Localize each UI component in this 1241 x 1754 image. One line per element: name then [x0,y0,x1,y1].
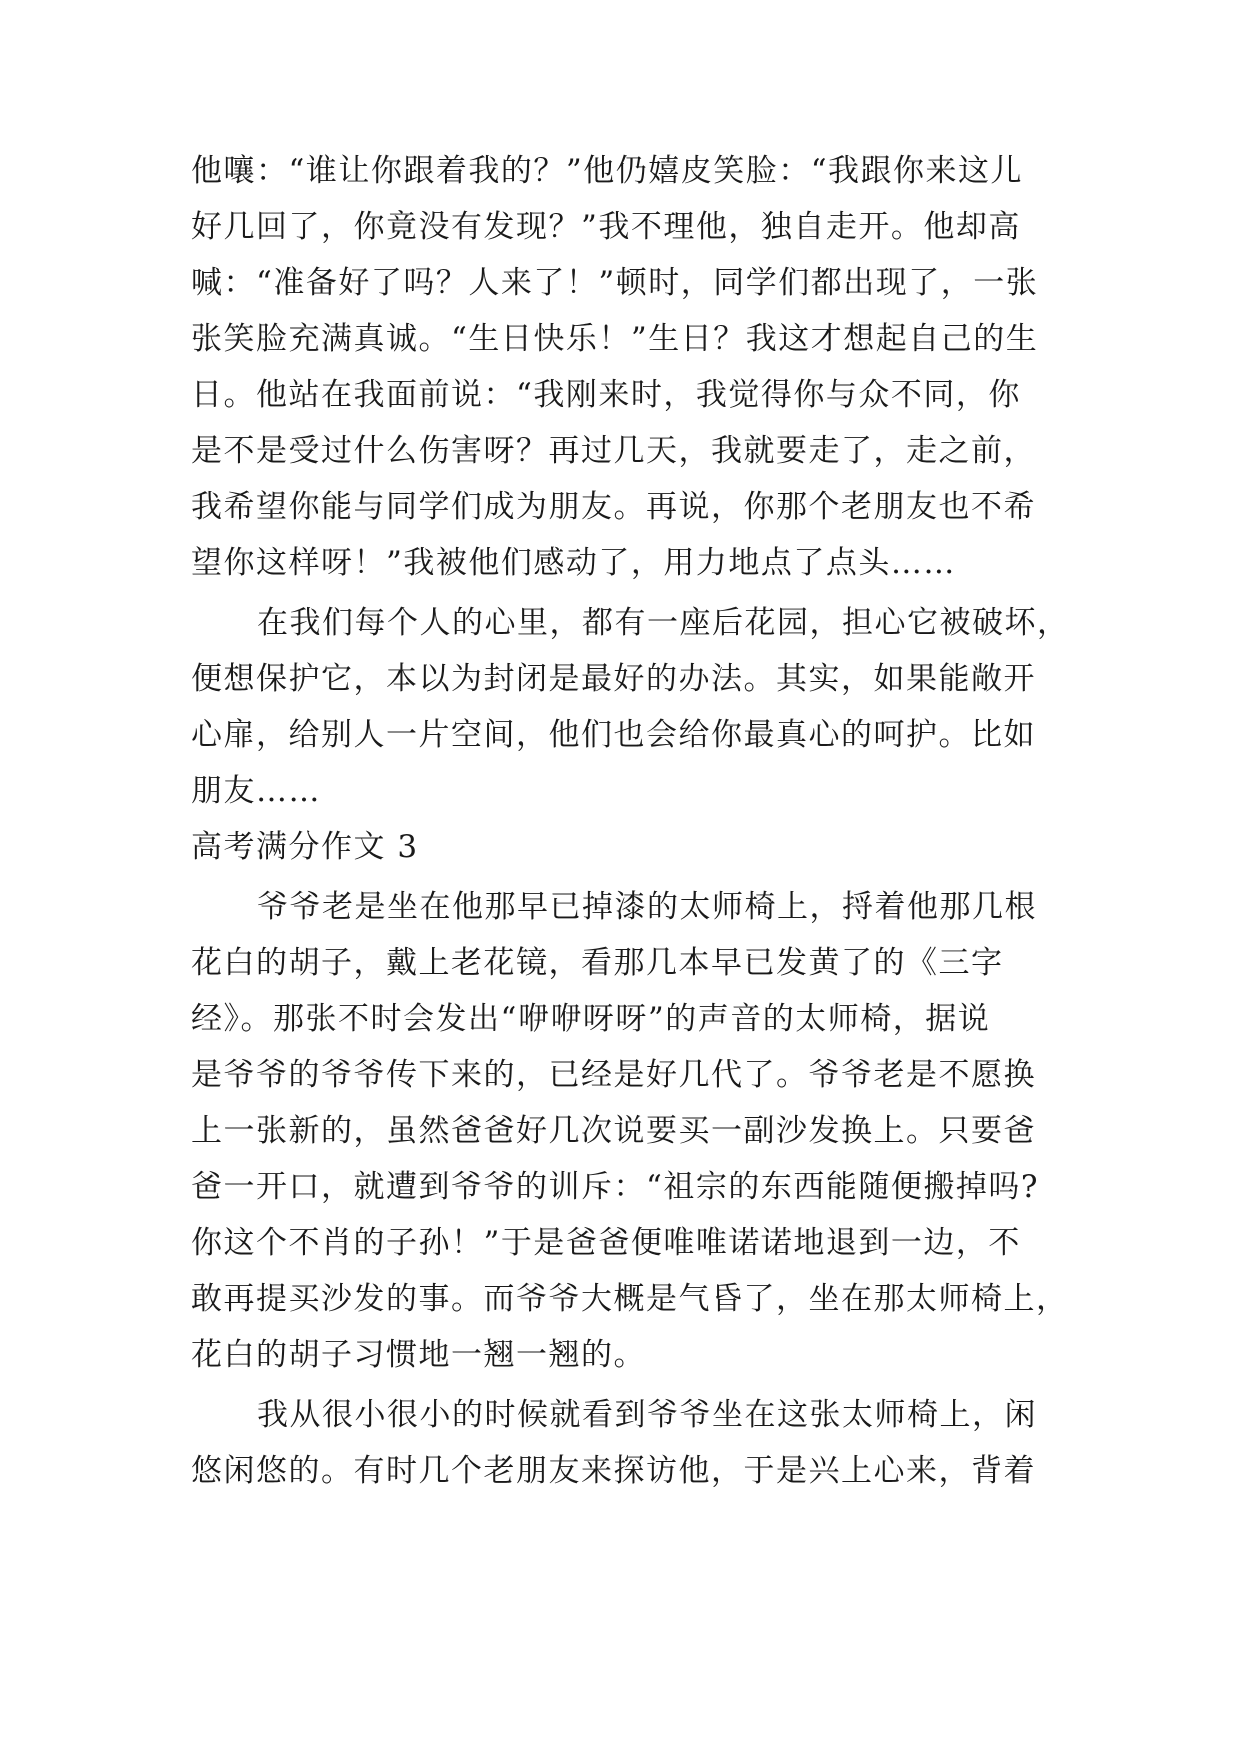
text-line: 他嚷：“谁让你跟着我的？”他仍嬉皮笑脸：“我跟你来这儿 [191,153,1024,189]
text-line: 便想保护它，本以为封闭是最好的办法。其实，如果能敞开 [191,661,1036,697]
text-line: 喊：“准备好了吗？人来了！”顿时，同学们都出现了，一张 [191,265,1039,301]
text-line: 悠闲悠的。有时几个老朋友来探访他，于是兴上心来，背着 [191,1453,1036,1489]
text-line: 是爷爷的爷爷传下来的，已经是好几代了。爷爷老是不愿换 [191,1057,1036,1093]
text-line: 我从很小很小的时候就看到爷爷坐在这张太师椅上，闲 [257,1397,1037,1433]
text-line: 心扉，给别人一片空间，他们也会给你最真心的呵护。比如 [191,717,1036,753]
text-line: 上一张新的，虽然爸爸好几次说要买一副沙发换上。只要爸 [191,1113,1036,1149]
text-line: 朋友…… [191,773,321,809]
text-line: 是不是受过什么伤害呀？再过几天，我就要走了，走之前， [191,433,1036,469]
section-heading: 高考满分作文 3 [191,829,419,865]
text-line: 花白的胡子，戴上老花镜，看那几本早已发黄了的《三字 [191,945,1004,981]
text-line: 在我们每个人的心里，都有一座后花园，担心它被破坏， [257,605,1070,641]
text-line: 张笑脸充满真诚。“生日快乐！”生日？我这才想起自己的生 [191,321,1039,357]
text-line: 花白的胡子习惯地一翘一翘的。 [191,1337,646,1373]
text-line: 爷爷老是坐在他那早已掉漆的太师椅上，捋着他那几根 [257,889,1037,925]
text-line: 你这个不肖的子孙！”于是爸爸便唯唯诺诺地退到一边，不 [191,1225,1021,1261]
text-line: 敢再提买沙发的事。而爷爷大概是气昏了，坐在那太师椅上， [191,1281,1069,1317]
text-line: 经》。那张不时会发出“咿咿呀呀”的声音的太师椅，据说 [191,1001,991,1037]
text-line: 爸一开口，就遭到爷爷的训斥：“祖宗的东西能随便搬掉吗? [191,1169,1039,1205]
text-line: 望你这样呀！”我被他们感动了，用力地点了点头…… [191,545,956,581]
text-line: 日。他站在我面前说：“我刚来时，我觉得你与众不同，你 [191,377,1021,413]
text-line: 好几回了，你竟没有发现？”我不理他，独自走开。他却高 [191,209,1021,245]
text-line: 我希望你能与同学们成为朋友。再说，你那个老朋友也不希 [191,489,1036,525]
